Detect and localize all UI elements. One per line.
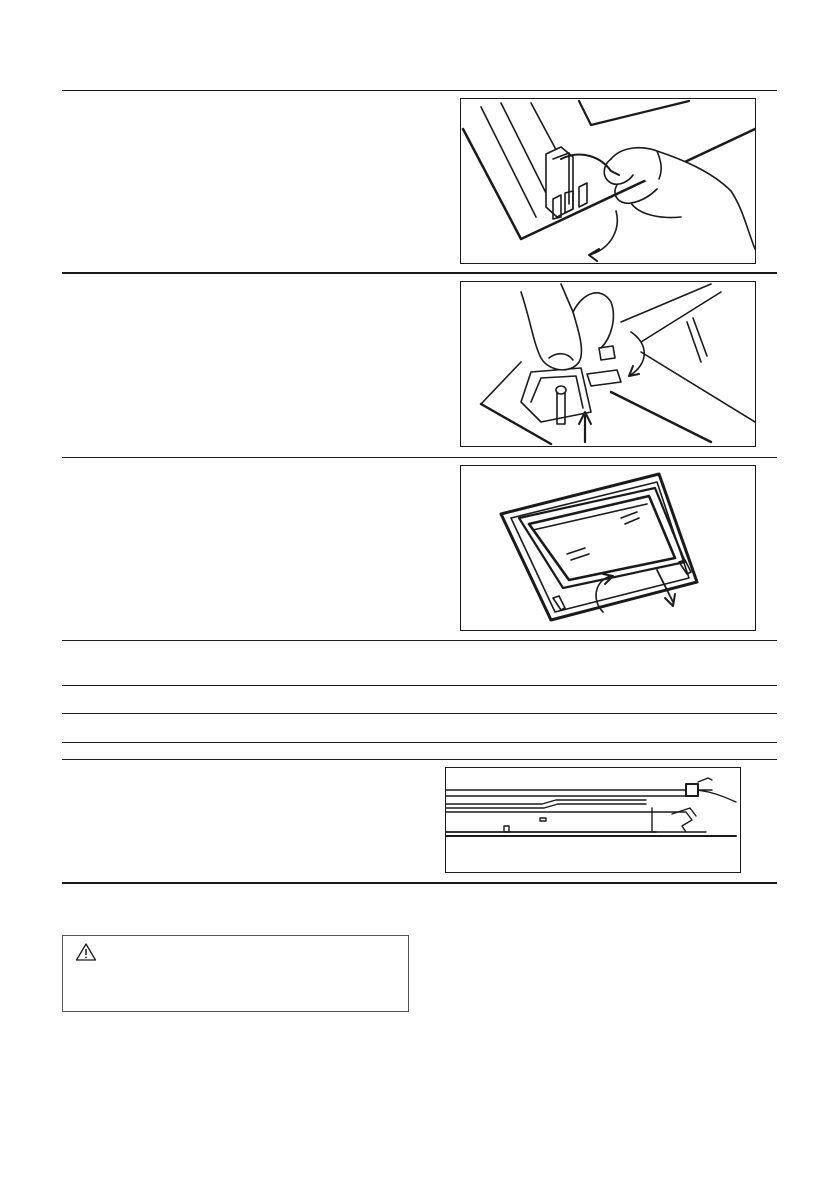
table-top-rule bbox=[62, 90, 777, 91]
step-2-divider bbox=[62, 457, 777, 458]
step-5-divider bbox=[62, 713, 777, 714]
step-2-illustration bbox=[460, 281, 756, 447]
step-3-divider bbox=[62, 640, 777, 641]
step-4-divider bbox=[62, 685, 777, 686]
step-7-illustration bbox=[445, 767, 741, 873]
step-1-divider bbox=[62, 272, 777, 274]
table-bottom-rule bbox=[62, 882, 777, 884]
warning-box bbox=[62, 935, 409, 1012]
door-glass-rail-section-icon bbox=[446, 768, 740, 872]
warning-triangle-icon bbox=[75, 942, 97, 962]
door-hinge-lock-press-icon bbox=[461, 282, 755, 446]
step-7-top-rule bbox=[62, 759, 777, 760]
step-6-divider bbox=[62, 742, 777, 743]
door-glass-panel-removal-icon bbox=[461, 466, 755, 630]
door-hinge-lever-unlock-icon bbox=[461, 99, 755, 263]
step-1-illustration bbox=[460, 98, 756, 264]
step-3-illustration bbox=[460, 465, 756, 631]
